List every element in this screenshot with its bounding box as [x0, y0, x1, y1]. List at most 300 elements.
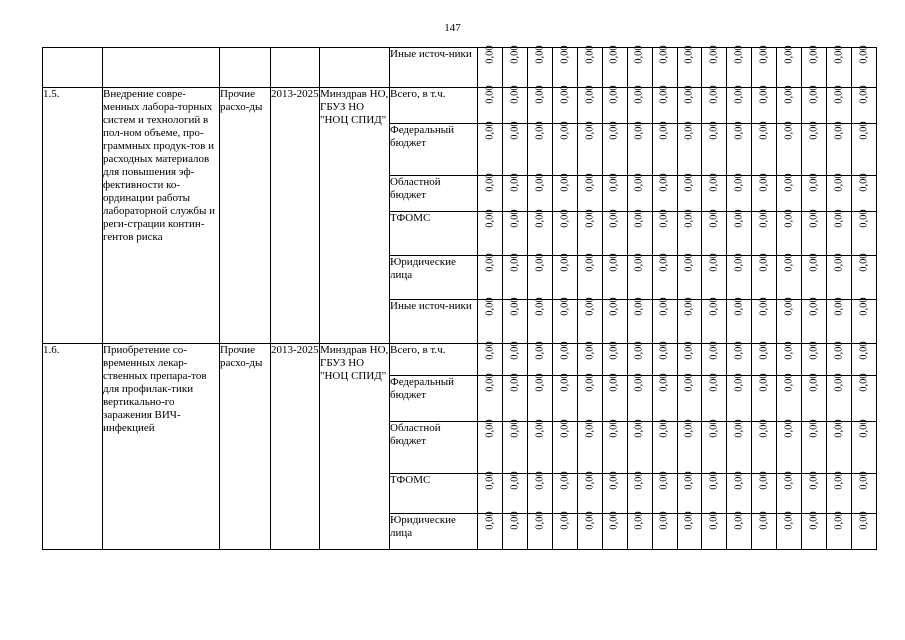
value-cell: [802, 85, 827, 124]
value-text: 0,00: [609, 373, 621, 392]
value-text: 0,00: [509, 209, 521, 228]
value-text: 0,00: [609, 297, 621, 316]
item-number: 1.5.: [43, 88, 103, 344]
value-text: 0,00: [634, 253, 646, 272]
value-text: 0,00: [833, 297, 845, 316]
value-cell: [627, 341, 652, 376]
value-cell: [852, 209, 877, 256]
value-cell: [727, 471, 752, 514]
value-text: 0,00: [758, 45, 770, 64]
value-cell: [478, 173, 503, 212]
value-cell: [802, 173, 827, 212]
value-cell: [752, 85, 777, 124]
value-text: 0,00: [559, 373, 571, 392]
value-cell: [478, 419, 503, 474]
value-cell: [777, 471, 802, 514]
value-text: 0,00: [783, 471, 795, 490]
value-cell: [577, 85, 602, 124]
value-text: 0,00: [833, 419, 845, 438]
value-cell: [577, 511, 602, 550]
value-cell: [677, 373, 702, 422]
value-cell: [677, 173, 702, 212]
value-cell: [602, 373, 627, 422]
value-cell: [502, 85, 527, 124]
value-cell: [652, 121, 677, 176]
value-text: 0,00: [484, 511, 496, 530]
value-text: 0,00: [534, 45, 546, 64]
value-text: 0,00: [708, 209, 720, 228]
value-cell: [502, 373, 527, 422]
value-text: 0,00: [534, 373, 546, 392]
value-text: 0,00: [559, 85, 571, 104]
value-text: 0,00: [858, 253, 870, 272]
value-text: 0,00: [559, 297, 571, 316]
value-text: 0,00: [833, 121, 845, 140]
value-text: 0,00: [584, 373, 596, 392]
value-cell: [802, 297, 827, 344]
value-text: 0,00: [634, 341, 646, 360]
value-cell: [852, 297, 877, 344]
value-text: 0,00: [733, 511, 745, 530]
value-cell: [827, 209, 852, 256]
value-cell: [777, 253, 802, 300]
value-text: 0,00: [708, 471, 720, 490]
source-cell: Всего, в т.ч.: [390, 344, 478, 376]
value-cell: [602, 209, 627, 256]
value-text: 0,00: [584, 511, 596, 530]
value-cell: [827, 85, 852, 124]
value-text: 0,00: [683, 341, 695, 360]
value-text: 0,00: [484, 341, 496, 360]
value-cell: [802, 45, 827, 88]
value-text: 0,00: [808, 253, 820, 272]
value-cell: [702, 373, 727, 422]
value-text: 0,00: [584, 85, 596, 104]
value-text: 0,00: [484, 471, 496, 490]
value-cell: [677, 253, 702, 300]
value-text: 0,00: [659, 85, 671, 104]
value-text: 0,00: [833, 511, 845, 530]
value-text: 0,00: [783, 85, 795, 104]
value-text: 0,00: [609, 253, 621, 272]
value-cell: [527, 511, 552, 550]
value-cell: [577, 471, 602, 514]
value-cell: [627, 45, 652, 88]
value-cell: [478, 471, 503, 514]
value-cell: [852, 419, 877, 474]
value-text: 0,00: [808, 511, 820, 530]
value-cell: [502, 121, 527, 176]
value-text: 0,00: [484, 419, 496, 438]
value-text: 0,00: [808, 373, 820, 392]
value-cell: [752, 341, 777, 376]
value-text: 0,00: [484, 85, 496, 104]
source-cell: Юридические лица: [390, 514, 478, 550]
value-text: 0,00: [683, 45, 695, 64]
value-text: 0,00: [509, 341, 521, 360]
value-text: 0,00: [733, 45, 745, 64]
value-cell: [677, 511, 702, 550]
value-text: 0,00: [758, 297, 770, 316]
value-cell: [802, 209, 827, 256]
value-text: 0,00: [659, 419, 671, 438]
value-cell: [627, 471, 652, 514]
value-text: 0,00: [858, 373, 870, 392]
value-cell: [502, 471, 527, 514]
value-cell: [627, 511, 652, 550]
value-text: 0,00: [733, 173, 745, 192]
value-text: 0,00: [758, 419, 770, 438]
value-text: 0,00: [758, 341, 770, 360]
value-text: 0,00: [659, 253, 671, 272]
value-text: 0,00: [733, 341, 745, 360]
value-cell: [502, 45, 527, 88]
value-cell: [752, 253, 777, 300]
value-cell: [802, 121, 827, 176]
value-cell: [702, 511, 727, 550]
value-text: 0,00: [634, 85, 646, 104]
value-text: 0,00: [659, 121, 671, 140]
value-cell: [827, 373, 852, 422]
value-text: 0,00: [758, 121, 770, 140]
value-cell: [727, 173, 752, 212]
value-text: 0,00: [733, 85, 745, 104]
value-text: 0,00: [833, 209, 845, 228]
value-cell: [652, 173, 677, 212]
source-cell: Федеральный бюджет: [390, 124, 478, 176]
empty-cell: [220, 48, 271, 88]
value-text: 0,00: [758, 511, 770, 530]
item-number: 1.6.: [43, 344, 103, 550]
source-cell: Иные источ-ники: [390, 300, 478, 344]
value-cell: [727, 511, 752, 550]
value-cell: [552, 373, 577, 422]
value-text: 0,00: [833, 173, 845, 192]
value-text: 0,00: [634, 121, 646, 140]
value-cell: [602, 121, 627, 176]
value-text: 0,00: [534, 173, 546, 192]
source-cell: ТФОМС: [390, 212, 478, 256]
value-cell: [577, 209, 602, 256]
value-text: 0,00: [659, 173, 671, 192]
value-text: 0,00: [634, 45, 646, 64]
value-text: 0,00: [609, 121, 621, 140]
value-cell: [552, 419, 577, 474]
value-text: 0,00: [808, 297, 820, 316]
empty-cell: [103, 48, 220, 88]
value-text: 0,00: [683, 419, 695, 438]
value-text: 0,00: [559, 45, 571, 64]
value-cell: [727, 341, 752, 376]
value-cell: [652, 209, 677, 256]
value-text: 0,00: [783, 121, 795, 140]
value-text: 0,00: [659, 471, 671, 490]
value-text: 0,00: [833, 253, 845, 272]
value-cell: [802, 341, 827, 376]
value-text: 0,00: [534, 419, 546, 438]
value-cell: [577, 341, 602, 376]
value-cell: [677, 471, 702, 514]
value-text: 0,00: [484, 45, 496, 64]
value-cell: [702, 253, 727, 300]
value-cell: [652, 341, 677, 376]
value-cell: [677, 85, 702, 124]
value-cell: [478, 253, 503, 300]
value-text: 0,00: [783, 209, 795, 228]
value-cell: [602, 173, 627, 212]
value-text: 0,00: [659, 297, 671, 316]
value-cell: [702, 173, 727, 212]
empty-cell: [43, 48, 103, 88]
value-cell: [727, 45, 752, 88]
value-text: 0,00: [783, 341, 795, 360]
value-cell: [527, 253, 552, 300]
source-cell: Областной бюджет: [390, 422, 478, 474]
value-text: 0,00: [733, 121, 745, 140]
value-text: 0,00: [584, 419, 596, 438]
value-cell: [602, 471, 627, 514]
value-cell: [602, 253, 627, 300]
value-cell: [577, 373, 602, 422]
value-text: 0,00: [858, 341, 870, 360]
value-cell: [652, 419, 677, 474]
value-text: 0,00: [808, 419, 820, 438]
value-cell: [852, 373, 877, 422]
value-cell: [602, 297, 627, 344]
value-text: 0,00: [683, 471, 695, 490]
value-text: 0,00: [534, 341, 546, 360]
value-cell: [627, 85, 652, 124]
value-cell: [602, 45, 627, 88]
value-cell: [527, 45, 552, 88]
value-cell: [827, 511, 852, 550]
value-cell: [527, 341, 552, 376]
value-text: 0,00: [484, 297, 496, 316]
value-text: 0,00: [634, 511, 646, 530]
value-text: 0,00: [758, 471, 770, 490]
value-cell: [627, 373, 652, 422]
value-text: 0,00: [783, 45, 795, 64]
item-period: 2013-2025: [271, 88, 320, 344]
value-cell: [777, 511, 802, 550]
value-text: 0,00: [659, 511, 671, 530]
value-text: 0,00: [708, 373, 720, 392]
value-text: 0,00: [609, 511, 621, 530]
value-text: 0,00: [559, 471, 571, 490]
value-text: 0,00: [509, 471, 521, 490]
value-cell: [527, 85, 552, 124]
value-cell: [852, 173, 877, 212]
value-cell: [677, 121, 702, 176]
value-text: 0,00: [634, 419, 646, 438]
value-cell: [627, 173, 652, 212]
value-text: 0,00: [758, 373, 770, 392]
value-text: 0,00: [609, 209, 621, 228]
value-text: 0,00: [584, 173, 596, 192]
value-cell: [777, 45, 802, 88]
value-cell: [502, 341, 527, 376]
value-cell: [677, 419, 702, 474]
value-text: 0,00: [484, 173, 496, 192]
value-text: 0,00: [758, 253, 770, 272]
value-text: 0,00: [783, 419, 795, 438]
value-cell: [652, 85, 677, 124]
source-cell: Областной бюджет: [390, 176, 478, 212]
value-cell: [577, 121, 602, 176]
value-text: 0,00: [783, 253, 795, 272]
value-cell: [478, 209, 503, 256]
value-text: 0,00: [509, 253, 521, 272]
value-text: 0,00: [559, 121, 571, 140]
value-cell: [527, 173, 552, 212]
value-cell: [827, 471, 852, 514]
value-text: 0,00: [634, 297, 646, 316]
value-cell: [752, 173, 777, 212]
value-text: 0,00: [534, 85, 546, 104]
source-cell: Всего, в т.ч.: [390, 88, 478, 124]
value-cell: [702, 209, 727, 256]
value-text: 0,00: [509, 419, 521, 438]
value-cell: [802, 373, 827, 422]
value-cell: [852, 253, 877, 300]
value-text: 0,00: [683, 121, 695, 140]
value-cell: [552, 209, 577, 256]
value-cell: [827, 297, 852, 344]
value-text: 0,00: [858, 45, 870, 64]
value-text: 0,00: [808, 45, 820, 64]
value-cell: [752, 121, 777, 176]
value-cell: [602, 85, 627, 124]
value-cell: [627, 209, 652, 256]
value-cell: [752, 45, 777, 88]
value-text: 0,00: [858, 85, 870, 104]
value-text: 0,00: [634, 373, 646, 392]
value-text: 0,00: [609, 419, 621, 438]
value-text: 0,00: [708, 121, 720, 140]
value-text: 0,00: [833, 341, 845, 360]
value-text: 0,00: [808, 209, 820, 228]
value-cell: [777, 373, 802, 422]
value-text: 0,00: [783, 511, 795, 530]
value-text: 0,00: [683, 253, 695, 272]
value-text: 0,00: [858, 471, 870, 490]
expense-type: Прочие расхо-ды: [220, 88, 271, 344]
item-executor: Минздрав НО, ГБУЗ НО "НОЦ СПИД": [320, 88, 390, 344]
value-text: 0,00: [559, 511, 571, 530]
value-cell: [752, 209, 777, 256]
value-text: 0,00: [559, 253, 571, 272]
value-cell: [777, 419, 802, 474]
value-text: 0,00: [509, 121, 521, 140]
value-cell: [527, 209, 552, 256]
value-text: 0,00: [559, 419, 571, 438]
value-text: 0,00: [683, 511, 695, 530]
value-text: 0,00: [683, 297, 695, 316]
value-text: 0,00: [659, 341, 671, 360]
table-row: [43, 88, 877, 124]
source-cell: ТФОМС: [390, 474, 478, 514]
value-text: 0,00: [858, 173, 870, 192]
value-cell: [577, 45, 602, 88]
value-cell: [727, 121, 752, 176]
value-cell: [527, 471, 552, 514]
value-text: 0,00: [708, 297, 720, 316]
value-cell: [552, 173, 577, 212]
value-text: 0,00: [634, 471, 646, 490]
value-cell: [777, 85, 802, 124]
value-text: 0,00: [584, 45, 596, 64]
value-cell: [602, 419, 627, 474]
value-cell: [677, 341, 702, 376]
value-text: 0,00: [584, 297, 596, 316]
value-cell: [677, 297, 702, 344]
value-cell: [502, 511, 527, 550]
value-cell: [727, 209, 752, 256]
value-cell: [552, 85, 577, 124]
value-cell: [652, 45, 677, 88]
value-cell: [802, 419, 827, 474]
value-cell: [852, 121, 877, 176]
value-cell: [777, 209, 802, 256]
value-cell: [577, 253, 602, 300]
value-cell: [702, 121, 727, 176]
value-cell: [802, 253, 827, 300]
value-text: 0,00: [708, 511, 720, 530]
value-text: 0,00: [758, 173, 770, 192]
value-cell: [677, 45, 702, 88]
value-text: 0,00: [708, 45, 720, 64]
value-text: 0,00: [858, 121, 870, 140]
value-text: 0,00: [559, 173, 571, 192]
empty-cell: [320, 48, 390, 88]
value-cell: [478, 45, 503, 88]
value-cell: [727, 419, 752, 474]
value-text: 0,00: [783, 373, 795, 392]
value-text: 0,00: [833, 373, 845, 392]
value-text: 0,00: [783, 173, 795, 192]
value-cell: [602, 511, 627, 550]
value-text: 0,00: [808, 173, 820, 192]
value-text: 0,00: [808, 341, 820, 360]
value-cell: [827, 419, 852, 474]
value-text: 0,00: [509, 45, 521, 64]
value-text: 0,00: [733, 209, 745, 228]
value-cell: [777, 297, 802, 344]
value-cell: [827, 253, 852, 300]
value-text: 0,00: [833, 45, 845, 64]
value-cell: [502, 173, 527, 212]
value-text: 0,00: [808, 85, 820, 104]
value-text: 0,00: [484, 121, 496, 140]
value-text: 0,00: [733, 373, 745, 392]
item-name: Внедрение совре-менных лабора-торных систем и технологий в пол-ном объеме, про-граммных продук-тов и расходных материалов для повышения эф-фективности ко-ординации работы лабораторной службы и реги-страции контин-гентов риска: [103, 88, 220, 344]
value-text: 0,00: [609, 471, 621, 490]
source-cell: Федеральный бюджет: [390, 376, 478, 422]
value-text: 0,00: [484, 253, 496, 272]
value-cell: [702, 297, 727, 344]
value-text: 0,00: [659, 45, 671, 64]
value-cell: [852, 45, 877, 88]
value-cell: [552, 341, 577, 376]
value-cell: [752, 419, 777, 474]
value-cell: [502, 253, 527, 300]
value-text: 0,00: [733, 471, 745, 490]
table-row: [43, 344, 877, 376]
value-text: 0,00: [733, 419, 745, 438]
value-text: 0,00: [534, 297, 546, 316]
value-cell: [577, 297, 602, 344]
value-cell: [727, 85, 752, 124]
